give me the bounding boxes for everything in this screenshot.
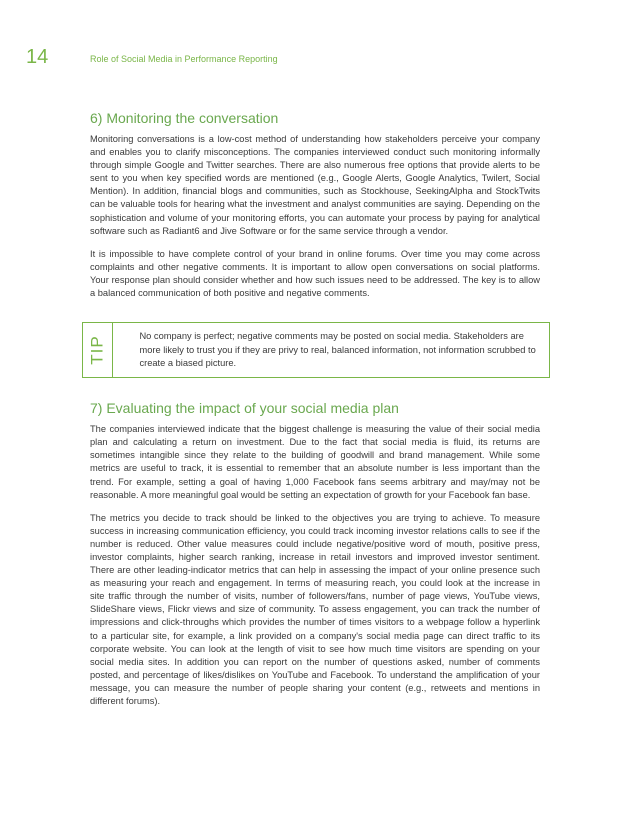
page-content (87, 110, 540, 718)
paragraph: The companies interviewed indicate that the biggest challenge is measuring the value of their social media plan and calculating a return on investment. Due to the fact that social media is fluid, its returns are sometimes intangible since they relate to the building of goodwill and brand management. While some metrics are useful to track, it is essential to remember that an absolute number is less important than the trend. For example, setting a goal of having 1,000 Facebook fans seems arbitrary and may/may not be reasonable. A more meaningful goal would be setting an expectation of growth for your Facebook fan base. (90, 424, 540, 500)
section-heading: 6) Monitoring the conversation (90, 110, 279, 126)
tip-label: TIP (87, 335, 107, 365)
paragraph: The metrics you decide to track should be linked to the objectives you are trying to achieve. To measure success in increasing communication efficiency, you could track incoming investor relations calls to see if the number is reduced. Other value measures could include negative/positive word of mouth, positive press, investor complaints, higher search ranking, increase in retail investors and improved investor sentiment. There are other leading-indicator metrics that can help in assessing the impact of your online presence such as measuring your reach and engagement. In terms of measuring reach, you could look at the increase in site traffic through the number of visits, number of followers/fans, number of page views, YouTube views, SlideShare views, Flickr views and size of community. To assess engagement, you can track the number of impressions and click-throughs which provides the number of times visitors to a webpage follow a hyperlink to a particular site, for example, a link provided on a company's social media page can direct traffic to its corporate website. You can look at the length of visit to see how much time visitors are spending on your social media sites. In addition you can report on the number of questions asked, number of comments posted, and percentage of likes/dislikes on YouTube and Facebook. To understand the amplification of your message, you can measure the number of people sharing your content (e.g., retweets and mentions in different forums). (90, 512, 540, 706)
tip-label-cell (83, 323, 113, 377)
section-heading: 7) Evaluating the impact of your social media plan (90, 400, 399, 417)
section-monitoring (90, 110, 540, 300)
tip-text: No company is perfect; negative comments may be posted on social media. Stakeholders are more likely to trust you if they are privy to real, balanced information, not information scrubbed to create a biased picture. (139, 331, 536, 368)
tip-box (82, 322, 550, 378)
paragraph: Monitoring conversations is a low-cost method of understanding how stakeholders perceive your company and enables you to clarify misconceptions. The companies interviewed conduct such monitoring informally through simple Google and Twitter searches. There are also numerous free options that provide alerts to be sent to you when key specified words are mentioned (e.g., Google Alerts, Google Analytics, Twilert, Social Mention). In addition, financial blogs and communities, such as Stockhouse, SeekingAlpha and StockTwits can be valuable tools for hearing what the investment and analyst communities are saying. Depending on the sophistication and volume of your monitoring efforts, you can automate your process by paying for analytical software such as Radiant6 and Jive Software or for the same service through a vendor. (90, 134, 540, 236)
running-header: Role of Social Media in Performance Reporting (90, 54, 278, 64)
page-number: 14 (26, 46, 49, 68)
section-evaluating-impact (90, 400, 540, 708)
paragraph: It is impossible to have complete control of your brand in online forums. Over time you may come across complaints and other negative comments. It is important to allow open conversations on social platforms. Your response plan should consider whether and how such issues need to be addressed. The key is to allow a balanced communication of both positive and negative comments. (90, 248, 540, 299)
